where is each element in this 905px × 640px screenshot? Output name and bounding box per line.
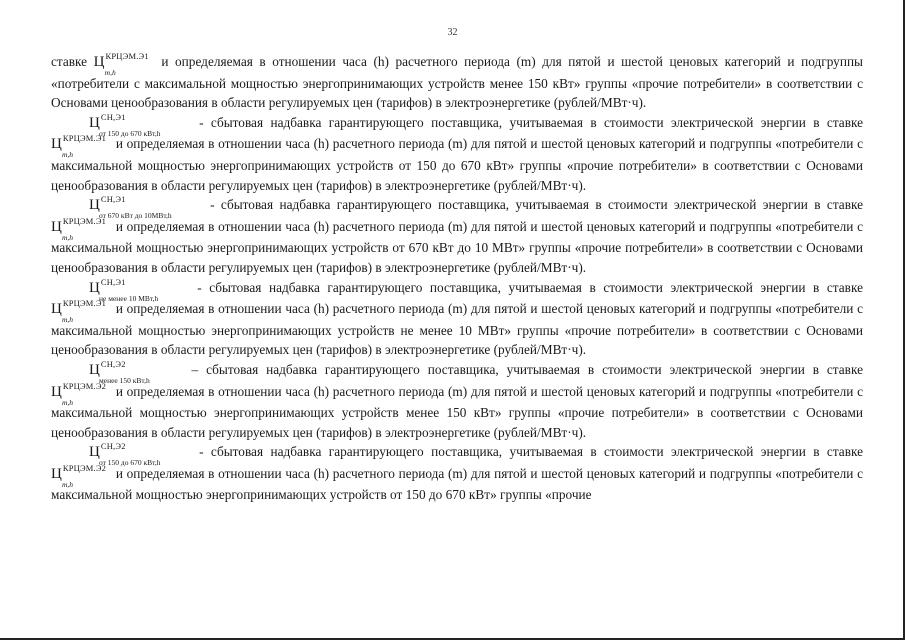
paragraph-lead-text: - сбытовая надбавка гарантирующего поставщика, учитываемая в стоимости электрической энергии в ставке <box>199 114 864 130</box>
paragraph-text: и определяемая в отношении часа (h) расчетного периода (m) для пятой и шестой ценовых категорий и подгруппы «потребители с максимальной мощностью энергопринимающих устройств от 150 до 670 кВт» группы «прочие <box>51 465 863 503</box>
paragraph-text: и определяемая в отношении часа (h) расчетного периода (m) для пятой и шестой ценовых категорий и подгруппы «потребители с максимальной мощностью энергопринимающих устройств от 150 до 670 кВт» группы «прочие потребители» в соответствии с Основами ценообразования в области регулируемых цен (тарифов) в электроэнергетике (рублей/МВт·ч). <box>51 136 863 193</box>
tariff-symbol: $Ц^{КРЦЭМ.Э2}$ m,h <box>51 462 107 489</box>
paragraph-lead-text: - сбытовая надбавка гарантирующего поставщика, учитываемая в стоимости электрической энергии в ставке <box>197 279 863 295</box>
paragraph <box>51 113 863 195</box>
tariff-symbol: $Ц^{КРЦЭМ.Э1}$ m,h <box>51 298 107 325</box>
paragraph-text: и определяемая в отношении часа (h) расчетного периода (m) для пятой и шестой ценовых категорий и подгруппы «потребители с максимальной мощностью энергопринимающих устройств менее 150 кВт» группы «прочие потребители» в соответствии с Основами ценообразования в области регулируемых цен (тарифов) в электроэнергетике (рублей/МВт·ч). <box>51 383 863 440</box>
markup-symbol: $Ц^{СН,Э2}$ от 150 до 670 кВт,h <box>89 441 161 468</box>
markup-symbol: $Ц^{СН,Э1}$ не менее 10 МВт,h <box>89 276 159 303</box>
tariff-symbol: $Ц^{КРЦЭМ.Э2}$ m,h <box>51 380 107 407</box>
paragraph-lead-text: - сбытовая надбавка гарантирующего поставщика, учитываемая в стоимости электрической энергии в ставке <box>199 444 864 460</box>
paragraph <box>51 442 863 505</box>
document-body <box>51 52 863 505</box>
paragraph-lead-text: - сбытовая надбавка гарантирующего поставщика, учитываемая в стоимости электрической энергии в ставке <box>210 197 864 213</box>
markup-symbol: $Ц^{СН,Э1}$ от 670 кВт до 10МВт,h <box>89 194 172 221</box>
tariff-symbol: $Ц^{КРЦЭМ.Э1}$ m,h <box>93 51 149 77</box>
paragraph-lead-text: – сбытовая надбавка гарантирующего поставщика, учитываемая в стоимости электрической энергии в ставке <box>191 361 863 377</box>
paragraph-text: и определяемая в отношении часа (h) расчетного периода (m) для пятой и шестой ценовых категорий и подгруппы «потребители с максимальной мощностью энергопринимающих устройств менее 150 кВт» группы «прочие потребители» в соответствии с Основами ценообразования в области регулируемых цен (тарифов) в электроэнергетике (рублей/МВт·ч). <box>51 54 863 111</box>
page-number: 32 <box>447 27 458 38</box>
paragraph-text: и определяемая в отношении часа (h) расчетного периода (m) для пятой и шестой ценовых категорий и подгруппы «потребители с максимальной мощностью энергопринимающих устройств не менее 10 МВт» группы «прочие потребители» в соответствии с Основами ценообразования в области регулируемых цен (тарифов) в электроэнергетике (рублей/МВт·ч). <box>51 301 863 358</box>
markup-symbol: $Ц^{СН,Э2}$ менее 150 кВт,h <box>89 358 150 385</box>
markup-symbol: $Ц^{СН,Э1}$ от 150 до 670 кВт,h <box>89 111 161 138</box>
paragraph-text: и определяемая в отношении часа (h) расчетного периода (m) для пятой и шестой ценовых категорий и подгруппы «потребители с максимальной мощностью энергопринимающих устройств от 670 кВт до 10 МВт» группы «прочие потребители» в соответствии с Основами ценообразования в области регулируемых цен (тарифов) в электроэнергетике (рублей/МВт·ч). <box>51 218 863 275</box>
paragraph <box>51 360 863 442</box>
paragraph <box>51 278 863 360</box>
paragraph-lead-text: ставке <box>51 54 88 69</box>
tariff-symbol: $Ц^{КРЦЭМ.Э1}$ m,h <box>51 215 107 242</box>
paragraph <box>51 195 863 277</box>
tariff-symbol: $Ц^{КРЦЭМ.Э1}$ m,h <box>51 133 107 160</box>
paragraph <box>51 52 863 113</box>
